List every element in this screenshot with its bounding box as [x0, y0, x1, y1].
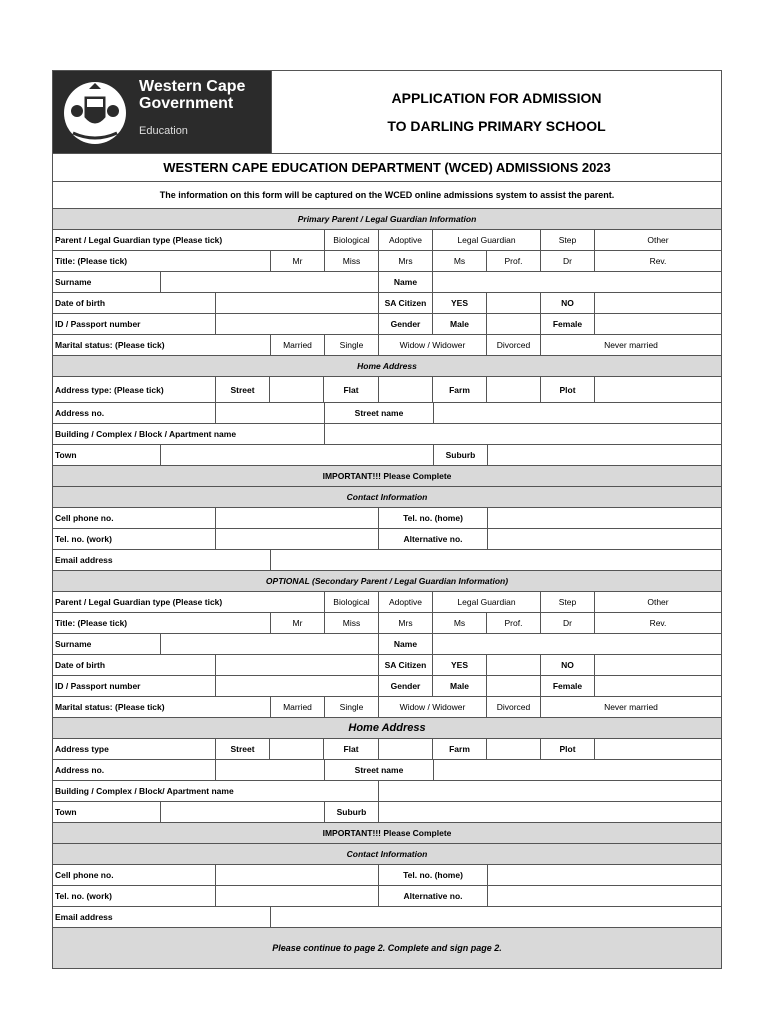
guardian-type-label: Parent / Legal Guardian type (Please tick)	[53, 230, 325, 250]
name-label: Name	[379, 272, 433, 292]
alt-no-label: Alternative no.	[379, 886, 488, 906]
surname-row	[53, 272, 721, 293]
yes-tick-field[interactable]	[487, 293, 541, 313]
single-option[interactable]: Single	[325, 697, 379, 717]
divorced-option[interactable]: Divorced	[487, 335, 541, 355]
secondary-section-title: OPTIONAL (Secondary Parent / Legal Guardian Information)	[265, 576, 509, 586]
surname-label: Surname	[53, 272, 161, 292]
logo-line-3: Education	[139, 125, 188, 137]
cell-row	[53, 508, 721, 529]
logo-line-1: Western Cape	[139, 78, 246, 95]
building-label: Building / Complex / Block/ Apartment name	[53, 781, 379, 801]
plot-tick-field[interactable]	[595, 739, 721, 759]
email-field[interactable]	[271, 550, 721, 570]
street-name-label: Street name	[325, 403, 434, 423]
logo-line-2: Government	[139, 95, 234, 112]
male-option[interactable]: Male	[433, 314, 487, 334]
female-tick-field[interactable]	[595, 314, 721, 334]
id-field[interactable]	[216, 314, 379, 334]
street-name-field[interactable]	[434, 760, 721, 780]
address-type-label: Address type	[53, 739, 216, 759]
miss-option[interactable]: Miss	[325, 251, 379, 271]
info-note: The information on this form will be captured on the WCED online admissions system to assist the parent.	[159, 190, 615, 200]
yes-option[interactable]: YES	[433, 293, 487, 313]
contact-info-row	[53, 487, 721, 508]
important-note: IMPORTANT!!! Please Complete	[322, 828, 452, 838]
contact-info-title: Contact Information	[346, 849, 428, 859]
coat-of-arms-icon	[59, 77, 131, 147]
building-field[interactable]	[325, 424, 721, 444]
address-no-row	[53, 403, 721, 424]
title-line-2: TO DARLING PRIMARY SCHOOL	[387, 118, 606, 134]
important-row-2	[53, 823, 721, 844]
sa-citizen-label: SA Citizen	[379, 293, 433, 313]
male-option[interactable]: Male	[433, 676, 487, 696]
flat-tick-field[interactable]	[379, 377, 433, 402]
building-label: Building / Complex / Block / Apartment name	[53, 424, 325, 444]
prof-option[interactable]: Prof.	[487, 613, 541, 633]
ms-option[interactable]: Ms	[433, 613, 487, 633]
surname-row-2	[53, 634, 721, 655]
guardian-type-row	[53, 230, 721, 251]
contact-info-row-2	[53, 844, 721, 865]
alt-no-field[interactable]	[488, 886, 721, 906]
no-option[interactable]: NO	[541, 293, 595, 313]
building-row	[53, 424, 721, 445]
guardian-type-row-2	[53, 592, 721, 613]
home-address-row-2	[53, 718, 721, 739]
step-option[interactable]: Step	[541, 592, 595, 612]
surname-label: Surname	[53, 634, 161, 654]
farm-tick-field[interactable]	[487, 739, 541, 759]
marital-row-2	[53, 697, 721, 718]
dob-label: Date of birth	[53, 655, 216, 675]
form-header	[53, 71, 721, 154]
biological-option[interactable]: Biological	[325, 592, 379, 612]
tel-work-row-2	[53, 886, 721, 907]
email-label: Email address	[53, 907, 271, 927]
legal-guardian-option[interactable]: Legal Guardian	[433, 230, 541, 250]
home-address-row	[53, 356, 721, 377]
never-married-option[interactable]: Never married	[604, 702, 658, 712]
admission-form	[52, 70, 722, 969]
widow-option[interactable]: Widow / Widower	[379, 335, 487, 355]
address-no-label: Address no.	[53, 760, 216, 780]
email-field[interactable]	[271, 907, 721, 927]
town-label: Town	[53, 445, 161, 465]
footer-note: Please continue to page 2. Complete and sign page 2.	[272, 943, 502, 953]
gender-label: Gender	[379, 676, 433, 696]
address-type-label: Address type: (Please tick)	[53, 377, 216, 402]
address-no-field[interactable]	[216, 760, 325, 780]
address-no-label: Address no.	[53, 403, 216, 423]
alt-no-label: Alternative no.	[379, 529, 488, 549]
title-label: Title: (Please tick)	[53, 251, 271, 271]
tel-work-label: Tel. no. (work)	[53, 886, 216, 906]
street-option[interactable]: Street	[216, 739, 270, 759]
dob-field[interactable]	[216, 293, 379, 313]
address-type-row-2	[53, 739, 721, 760]
info-row	[53, 182, 721, 209]
farm-option[interactable]: Farm	[433, 739, 487, 759]
street-option[interactable]: Street	[216, 377, 270, 402]
plot-option[interactable]: Plot	[541, 739, 595, 759]
town-label: Town	[53, 802, 161, 822]
yes-tick-field[interactable]	[487, 655, 541, 675]
email-label: Email address	[53, 550, 271, 570]
tel-home-label: Tel. no. (home)	[379, 865, 488, 885]
id-label: ID / Passport number	[53, 314, 216, 334]
other-option[interactable]: Other	[647, 235, 669, 245]
title-label: Title: (Please tick)	[53, 613, 271, 633]
marital-label: Marital status: (Please tick)	[53, 697, 271, 717]
form-title	[272, 71, 721, 153]
id-label: ID / Passport number	[53, 676, 216, 696]
never-married-option[interactable]: Never married	[604, 340, 658, 350]
plot-tick-field[interactable]	[595, 377, 721, 402]
surname-field[interactable]	[161, 272, 379, 292]
dept-title: WESTERN CAPE EDUCATION DEPARTMENT (WCED) ADMISSIONS 2023	[163, 160, 611, 175]
mrs-option[interactable]: Mrs	[379, 613, 433, 633]
rev-option[interactable]: Rev.	[649, 618, 667, 628]
divorced-option[interactable]: Divorced	[487, 697, 541, 717]
suburb-label: Suburb	[325, 802, 379, 822]
adoptive-option[interactable]: Adoptive	[379, 230, 433, 250]
name-field[interactable]	[433, 634, 721, 654]
legal-guardian-option[interactable]: Legal Guardian	[433, 592, 541, 612]
marital-label: Marital status: (Please tick)	[53, 335, 271, 355]
title-row-2	[53, 613, 721, 634]
yes-option[interactable]: YES	[433, 655, 487, 675]
town-row	[53, 445, 721, 466]
important-note: IMPORTANT!!! Please Complete	[322, 471, 452, 481]
mrs-option[interactable]: Mrs	[379, 251, 433, 271]
title-line-1: APPLICATION FOR ADMISSION	[391, 90, 602, 106]
dob-row-2	[53, 655, 721, 676]
wcg-logo	[53, 71, 272, 153]
address-type-row	[53, 377, 721, 403]
cell-label: Cell phone no.	[53, 508, 216, 528]
step-option[interactable]: Step	[541, 230, 595, 250]
cell-field[interactable]	[216, 865, 379, 885]
single-option[interactable]: Single	[325, 335, 379, 355]
tel-work-field[interactable]	[216, 886, 379, 906]
suburb-label: Suburb	[434, 445, 488, 465]
married-option[interactable]: Married	[271, 697, 325, 717]
dob-row	[53, 293, 721, 314]
building-field[interactable]	[379, 781, 721, 801]
town-field[interactable]	[161, 445, 434, 465]
biological-option[interactable]: Biological	[325, 230, 379, 250]
id-row	[53, 314, 721, 335]
tel-home-field[interactable]	[488, 508, 721, 528]
dob-field[interactable]	[216, 655, 379, 675]
female-option[interactable]: Female	[541, 676, 595, 696]
title-row	[53, 251, 721, 272]
sa-citizen-label: SA Citizen	[379, 655, 433, 675]
no-option[interactable]: NO	[541, 655, 595, 675]
street-tick-field[interactable]	[270, 377, 324, 402]
cell-row-2	[53, 865, 721, 886]
prof-option[interactable]: Prof.	[487, 251, 541, 271]
farm-option[interactable]: Farm	[433, 377, 487, 402]
name-field[interactable]	[433, 272, 721, 292]
farm-tick-field[interactable]	[487, 377, 541, 402]
street-tick-field[interactable]	[270, 739, 324, 759]
tel-home-field[interactable]	[488, 865, 721, 885]
address-no-field[interactable]	[216, 403, 325, 423]
mr-option[interactable]: Mr	[271, 613, 325, 633]
email-row-2	[53, 907, 721, 928]
dept-title-row	[53, 154, 721, 182]
tel-work-field[interactable]	[216, 529, 379, 549]
other-option[interactable]: Other	[647, 597, 669, 607]
flat-tick-field[interactable]	[379, 739, 433, 759]
tel-work-row	[53, 529, 721, 550]
street-name-label: Street name	[325, 760, 434, 780]
suburb-field[interactable]	[488, 445, 721, 465]
building-row-2	[53, 781, 721, 802]
dob-label: Date of birth	[53, 293, 216, 313]
married-option[interactable]: Married	[271, 335, 325, 355]
plot-option[interactable]: Plot	[541, 377, 595, 402]
surname-field[interactable]	[161, 634, 379, 654]
no-tick-field[interactable]	[595, 655, 721, 675]
home-address-title: Home Address	[348, 722, 426, 734]
widow-option[interactable]: Widow / Widower	[379, 697, 487, 717]
gender-label: Gender	[379, 314, 433, 334]
tel-work-label: Tel. no. (work)	[53, 529, 216, 549]
important-row	[53, 466, 721, 487]
secondary-section-row	[53, 571, 721, 592]
name-label: Name	[379, 634, 433, 654]
rev-option[interactable]: Rev.	[649, 256, 667, 266]
contact-info-title: Contact Information	[346, 492, 428, 502]
id-field[interactable]	[216, 676, 379, 696]
flat-option[interactable]: Flat	[324, 739, 379, 759]
flat-option[interactable]: Flat	[324, 377, 379, 402]
email-row	[53, 550, 721, 571]
tel-home-label: Tel. no. (home)	[379, 508, 488, 528]
suburb-field[interactable]	[379, 802, 721, 822]
male-tick-field[interactable]	[487, 676, 541, 696]
male-tick-field[interactable]	[487, 314, 541, 334]
dr-option[interactable]: Dr	[541, 251, 595, 271]
guardian-type-label: Parent / Legal Guardian type (Please tick)	[53, 592, 325, 612]
miss-option[interactable]: Miss	[325, 613, 379, 633]
town-row-2	[53, 802, 721, 823]
primary-section-title: Primary Parent / Legal Guardian Information	[297, 214, 477, 224]
cell-label: Cell phone no.	[53, 865, 216, 885]
mr-option[interactable]: Mr	[271, 251, 325, 271]
female-tick-field[interactable]	[595, 676, 721, 696]
footer-row	[53, 928, 721, 968]
primary-section-row	[53, 209, 721, 230]
marital-row	[53, 335, 721, 356]
alt-no-field[interactable]	[488, 529, 721, 549]
ms-option[interactable]: Ms	[433, 251, 487, 271]
street-name-field[interactable]	[434, 403, 721, 423]
id-row-2	[53, 676, 721, 697]
home-address-title: Home Address	[357, 361, 417, 371]
no-tick-field[interactable]	[595, 293, 721, 313]
town-field[interactable]	[161, 802, 325, 822]
female-option[interactable]: Female	[541, 314, 595, 334]
adoptive-option[interactable]: Adoptive	[379, 592, 433, 612]
dr-option[interactable]: Dr	[541, 613, 595, 633]
cell-field[interactable]	[216, 508, 379, 528]
address-no-row-2	[53, 760, 721, 781]
